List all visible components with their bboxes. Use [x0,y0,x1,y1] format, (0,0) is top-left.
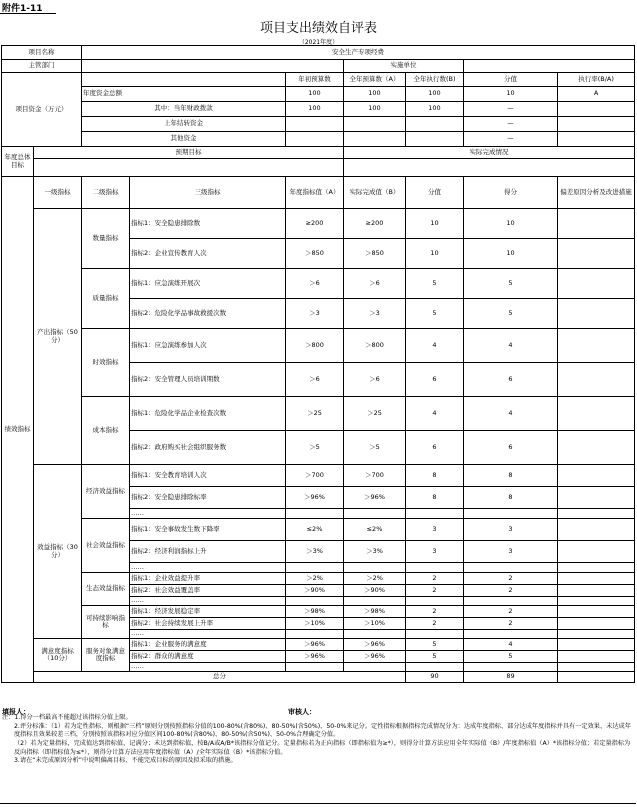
impl-value [464,60,635,73]
deviation-analysis [558,639,635,651]
third-level-indicator: 指标2：社会效益覆盖率 [130,585,286,597]
third-level-indicator: …… [130,509,286,519]
annual-target-value: ≥200 [286,209,344,239]
deviation-analysis [558,606,635,618]
first-level-indicator: 效益指标（30分） [34,465,82,639]
score-value: 3 [406,519,464,541]
third-level-indicator: 指标2：社会持续发展上升率 [130,618,286,630]
actual-value: ＞10% [344,618,406,630]
got-score [464,630,558,639]
indicator-header: 实际完成值（B） [344,177,406,209]
indicators-side-label: 绩效指标 [2,177,34,683]
score-value: 4 [406,329,464,363]
second-level-indicator: 社会效益指标 [82,519,130,573]
funds-cell [344,117,406,132]
funds-row-name: 其中：当年财政拨款 [82,102,286,117]
score-value: 2 [406,618,464,630]
annual-target-value [286,663,344,672]
third-level-indicator: 指标2：安全隐患排除标率 [130,487,286,509]
score-value: 3 [406,541,464,563]
third-level-indicator: 指标1：安全隐患排除数 [130,209,286,239]
actual-value [344,597,406,606]
score-value: 8 [406,465,464,487]
indicator-header: 三级指标 [130,177,286,209]
annual-target-value [286,630,344,639]
funds-header-blank [82,73,286,87]
third-level-indicator: 指标1：企业效益提升率 [130,573,286,585]
actual-value: ＞96% [344,651,406,663]
indicator-header: 得分 [464,177,558,209]
deviation-analysis [558,519,635,541]
annual-target-value: ＞96% [286,639,344,651]
got-score: 10 [464,209,558,239]
third-level-indicator: 指标1：经济发展稳定率 [130,606,286,618]
got-score: 4 [464,639,558,651]
score-value: 5 [406,651,464,663]
got-score [464,663,558,672]
annual-target-value [286,509,344,519]
got-score: 3 [464,541,558,563]
note-2: 2.评分标准：（1）若为定性指标，则根据“三档”原则分别按照指标分值的100-80%(含80%)、80-50%(含50%)、50-0%来记分。定性指标根据指标完成情况分为：达成年度指标、部分达成年度指标并具有一定效果、未达成年度指标且效果较差三档，分别按照该指标对应分值区间100-80%(含80%)、80-50%(含50%)、50-0%合理确定分值。 [14,722,631,739]
funds-row-name: 年度资金总额 [82,87,286,102]
actual-value: ＞2% [344,573,406,585]
actual-value: ≤2% [344,519,406,541]
score-value [406,630,464,639]
funds-header: 全年执行数(B) [406,73,464,87]
funds-label: 项目资金（万元） [2,73,82,147]
third-level-indicator: 指标1：企业服务的满意度 [130,639,286,651]
got-score: 5 [464,269,558,299]
funds-header: 全年预算数（A） [344,73,406,87]
attachment-number: 附件1-11 [2,4,43,14]
actual-value [344,663,406,672]
second-level-indicator: 质量指标 [82,269,130,329]
funds-row-name: 其他资金 [82,132,286,147]
third-level-indicator: …… [130,630,286,639]
score-value [406,597,464,606]
score-value [406,663,464,672]
annual-target-value: ＞10% [286,618,344,630]
goals-actual-header: 实际完成情况 [344,147,635,159]
deviation-analysis [558,573,635,585]
second-level-indicator: 经济效益指标 [82,465,130,519]
total-blank [558,672,635,683]
dept-label: 主管部门 [2,60,82,73]
funds-cell: 100 [286,87,344,102]
second-level-indicator: 时效指标 [82,329,130,397]
funds-cell [558,117,635,132]
got-score: 8 [464,487,558,509]
deviation-analysis [558,397,635,431]
got-score: 2 [464,585,558,597]
note-3: （2）若为定量指标，完成值达到指标值，记满分；未达到指标值，按B/A或A/B*该指标分值记分。定量指标若为正向指标（即指标值为≥*），则得分计算方法应用全年实际值（B）/年度指标值（A）*该指标分值；若定量指标为反向指标（即指标值为≤*），则得分计算方法应用年度指标值（A）/全年实际值（B）*该指标分值。 [14,740,631,756]
impl-label: 实施单位 [344,60,464,73]
funds-header: 分值 [464,73,558,87]
deviation-analysis [558,585,635,597]
annual-target-value: ＞25 [286,397,344,431]
total-score: 90 [406,672,464,683]
deviation-analysis [558,431,635,465]
goals-actual-value [344,159,635,177]
score-value: 5 [406,639,464,651]
got-score: 2 [464,573,558,585]
total-got: 89 [464,672,558,683]
third-level-indicator: 指标2：危险化学品事故救援次数 [130,299,286,329]
deviation-analysis [558,663,635,672]
actual-value: ＞3 [344,299,406,329]
funds-header: 年初预算数 [286,73,344,87]
score-value: 4 [406,397,464,431]
deviation-analysis [558,329,635,363]
funds-cell: — [464,102,558,117]
dept-value [82,60,344,73]
score-value: 2 [406,606,464,618]
actual-value: ＞96% [344,639,406,651]
annual-target-value: ＞3 [286,299,344,329]
deviation-analysis [558,269,635,299]
funds-cell [286,132,344,147]
annual-target-value: ＞5 [286,431,344,465]
funds-row-name: 上年结转资金 [82,117,286,132]
third-level-indicator: 指标1：安全教育培训人次 [130,465,286,487]
annual-target-value: ＞3% [286,541,344,563]
score-value [406,563,464,573]
reviewer-label: 审核人： [288,708,316,716]
got-score [464,563,558,573]
total-label: 总分 [34,672,406,683]
funds-header: 执行率(B/A) [558,73,635,87]
funds-cell [406,132,464,147]
funds-cell: — [464,132,558,147]
score-value: 10 [406,209,464,239]
score-value: 5 [406,299,464,329]
score-value: 5 [406,269,464,299]
actual-value [344,563,406,573]
got-score [464,509,558,519]
third-level-indicator: 指标1：安全事故发生数下降率 [130,519,286,541]
third-level-indicator: …… [130,563,286,573]
actual-value: ＞5 [344,431,406,465]
funds-cell: 10 [464,87,558,102]
annual-target-value: ＞96% [286,651,344,663]
deviation-analysis [558,363,635,397]
got-score: 6 [464,363,558,397]
goals-label: 年度总体目标 [2,147,34,177]
third-level-indicator: 指标2：政府购买社会组织服务数 [130,431,286,465]
funds-cell [558,132,635,147]
annual-target-value: ＞2% [286,573,344,585]
deviation-analysis [558,630,635,639]
annual-target-value [286,563,344,573]
funds-cell [558,102,635,117]
notes [2,714,634,766]
third-level-indicator: 指标2：经济利润指标上升 [130,541,286,563]
annual-target-value: ＞96% [286,487,344,509]
annual-target-value: ＞700 [286,465,344,487]
deviation-analysis [558,651,635,663]
second-level-indicator: 可持续影响指标 [82,606,130,639]
deviation-analysis [558,563,635,573]
annual-target-value: ≤2% [286,519,344,541]
report-year: （2021年度） [298,39,339,46]
funds-cell: 100 [406,102,464,117]
second-level-indicator: 服务对象满意度指标 [82,639,130,672]
actual-value [344,509,406,519]
actual-value: ≥200 [344,209,406,239]
funds-cell: 100 [344,87,406,102]
score-value: 8 [406,487,464,509]
funds-cell [286,117,344,132]
third-level-indicator: 指标2：群众的满意度 [130,651,286,663]
got-score: 4 [464,397,558,431]
project-name-value: 安全生产专项经费 [82,46,635,60]
indicator-header: 分值 [406,177,464,209]
actual-value: ＞25 [344,397,406,431]
deviation-analysis [558,509,635,519]
goals-expected-value [34,159,344,177]
indicator-header: 年度指标值（A） [286,177,344,209]
deviation-analysis [558,209,635,239]
third-level-indicator: 指标1：应急演练开展次 [130,269,286,299]
actual-value: ＞96% [344,487,406,509]
actual-value: ＞6 [344,269,406,299]
score-value: 2 [406,573,464,585]
first-level-indicator: 产出指标（50分） [34,209,82,465]
got-score: 2 [464,618,558,630]
project-name-label: 项目名称 [2,46,82,60]
deviation-analysis [558,487,635,509]
annual-target-value: ＞6 [286,363,344,397]
got-score: 5 [464,299,558,329]
got-score: 3 [464,519,558,541]
annual-target-value: ＞850 [286,239,344,269]
actual-value: ＞90% [344,585,406,597]
deviation-analysis [558,618,635,630]
second-level-indicator: 数量指标 [82,209,130,269]
annual-target-value: ＞800 [286,329,344,363]
indicator-header: 偏差原因分析及改进措施 [558,177,635,209]
deviation-analysis [558,299,635,329]
funds-cell: 100 [406,87,464,102]
actual-value: ＞800 [344,329,406,363]
got-score: 6 [464,431,558,465]
indicator-header: 二级指标 [82,177,130,209]
third-level-indicator: 指标2：企业宣传教育人次 [130,239,286,269]
note-1: 注：1.得分一档最高不能超过该指标分值上限。 [2,714,132,721]
deviation-analysis [558,597,635,606]
evaluation-table [1,45,635,683]
actual-value: ＞6 [344,363,406,397]
third-level-indicator: 指标1：应急演练参加人次 [130,329,286,363]
funds-cell: — [464,117,558,132]
second-level-indicator: 生态效益指标 [82,573,130,606]
indicator-header: 一级指标 [34,177,82,209]
first-level-indicator: 满意度指标（10分） [34,639,82,672]
got-score: 4 [464,329,558,363]
deviation-analysis [558,541,635,563]
actual-value: ＞98% [344,606,406,618]
actual-value: ＞3% [344,541,406,563]
actual-value: ＞850 [344,239,406,269]
second-level-indicator: 成本指标 [82,397,130,465]
funds-cell: 100 [286,102,344,117]
got-score: 10 [464,239,558,269]
annual-target-value: ＞6 [286,269,344,299]
deviation-analysis [558,465,635,487]
third-level-indicator: 指标2：安全管理人员培训期数 [130,363,286,397]
note-4: 3.请在“未完成原因分析”中说明偏离目标、不能完成目标的原因及拟采取的措施。 [14,757,237,765]
score-value: 10 [406,239,464,269]
funds-cell: 100 [344,102,406,117]
funds-cell [344,132,406,147]
attachment-underline [0,13,56,14]
page-title: 项目支出绩效自评表 [259,21,377,36]
score-value: 6 [406,431,464,465]
got-score: 8 [464,465,558,487]
funds-cell [406,117,464,132]
score-value [406,509,464,519]
got-score: 5 [464,651,558,663]
third-level-indicator: 指标1：危险化学品企业检查次数 [130,397,286,431]
filler-label: 填报人： [2,708,30,716]
score-value: 2 [406,585,464,597]
deviation-analysis [558,239,635,269]
annual-target-value: ＞90% [286,585,344,597]
third-level-indicator: …… [130,597,286,606]
funds-cell: A [558,87,635,102]
score-value: 6 [406,363,464,397]
third-level-indicator: …… [130,663,286,672]
got-score [464,597,558,606]
annual-target-value: ＞98% [286,606,344,618]
actual-value [344,630,406,639]
bottom-rule [0,803,636,804]
got-score: 2 [464,606,558,618]
annual-target-value [286,597,344,606]
goals-expected-header: 预期目标 [34,147,344,159]
actual-value: ＞700 [344,465,406,487]
